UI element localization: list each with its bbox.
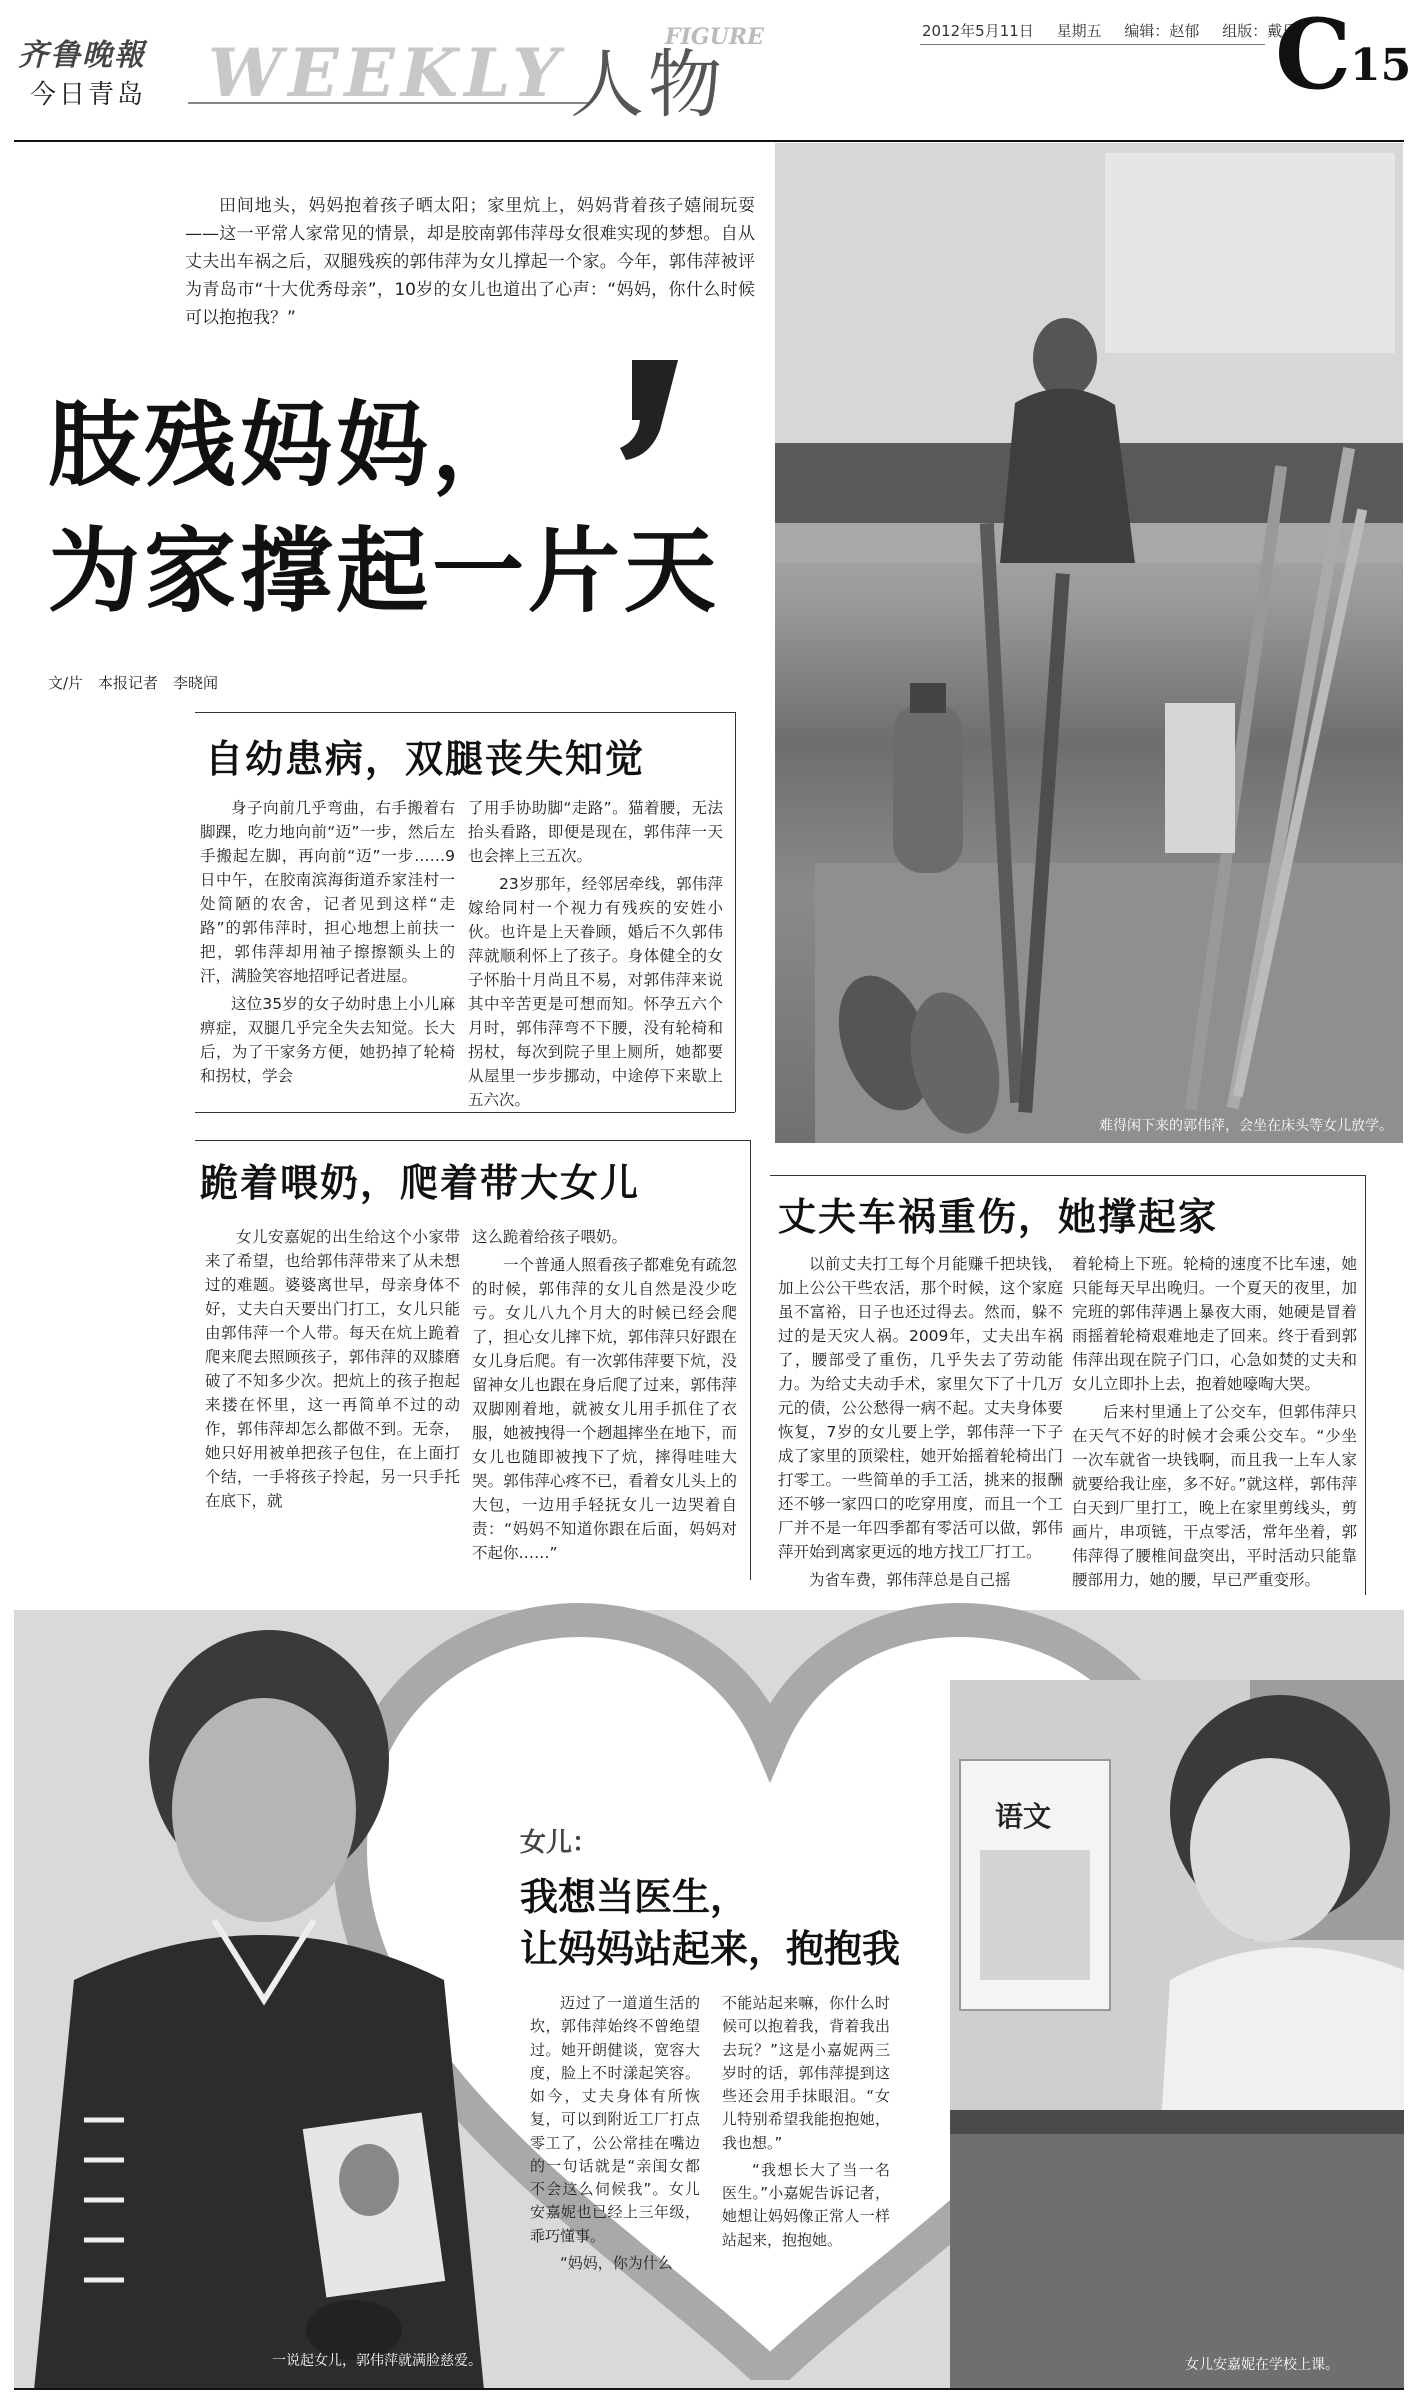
edition-name: 今日青岛	[30, 80, 147, 110]
issue-weekday: 星期五	[1056, 22, 1102, 40]
section2-col2	[472, 1225, 737, 1569]
section1-col1	[200, 796, 455, 1092]
paragraph: 了用手协助脚“走路”。猫着腰，无法抬头看路，即便是现在，郭伟萍一天也会摔上三五次。	[468, 799, 723, 866]
paragraph: 23岁那年，经邻居牵线，郭伟萍嫁给同村一个视力有残疾的安姓小伙。也许是上天眷顾，婚后不久郭伟萍就顺利怀上了孩子。身体健全的女子怀胎十月尚且不易，对郭伟萍来说其中辛苦更是可想而知。怀孕五六个月时，郭伟萍弯不下腰，没有轮椅和拐杖，每次到院子里上厕所，她都要从屋里一步步挪动，中途停下来歇上五六次。	[468, 875, 723, 1110]
mother-holding-photo	[14, 1560, 524, 2390]
paragraph: 这么跪着给孩子喂奶。	[472, 1228, 628, 1246]
issue-editor: 编辑：赵郁	[1124, 22, 1200, 40]
section4-title2: 让妈妈站起来，抱抱我	[520, 1927, 901, 1971]
lead-text: 田间地头，妈妈抱着孩子晒太阳；家里炕上，妈妈背着孩子嬉闹玩耍——这一平常人家常见的情景，却是胶南郭伟萍母女很难实现的梦想。自从丈夫出车祸之后，双腿残疾的郭伟萍为女儿撑起一个家。今年，郭伟萍被评为青岛市“十大优秀母亲”，10岁的女儿也道出了心声：“妈妈，你什么时候可以抱抱我？”	[185, 196, 755, 329]
section1-rule-top	[195, 712, 735, 713]
section1-heading: 自幼患病，双腿丧失知觉	[205, 737, 646, 781]
section-en-label: FIGURE	[665, 24, 764, 50]
section2-rule-right	[750, 1140, 751, 1580]
paragraph: 后来村里通上了公交车，但郭伟萍只在天气不好的时候才会乘公交车。“少坐一次车就省一块钱啊，而且我一上车人家就要给我让座，多不好。”就这样，郭伟萍白天到厂里打工，晚上在家里剪线头，剪画片，串项链，干点零活，常年坐着，郭伟萍得了腰椎间盘突出，平时活动只能靠腰部用力，她的腰，早已严重变形。	[1072, 1403, 1357, 1590]
header-rule	[920, 44, 1265, 45]
section4-kicker: 女儿：	[520, 1828, 599, 1858]
section2-col1	[205, 1225, 460, 1517]
section4-col1	[530, 1992, 700, 2279]
daughter-illustration	[950, 1680, 1404, 2390]
headline-line2: 为家撑起一片天	[48, 518, 721, 625]
section3-rule-top	[770, 1175, 1365, 1176]
paragraph: 一个普通人照看孩子都难免有疏忽的时候，郭伟萍的女儿自然是没少吃亏。女儿八九个月大的时候已经会爬了，担心女儿摔下炕，郭伟萍只好跟在女儿身后爬。有一次郭伟萍要下炕，没留神女儿也跟在身后爬了过来，郭伟萍双脚刚着地，就被女儿用手抓住了衣服，她被拽得一个趔趄摔坐在地下，而女儿也随即被拽下了炕，摔得哇哇大哭。郭伟萍心疼不已，看着女儿头上的大包，一边用手轻抚女儿一边哭着自责：“妈妈不知道你跟在后面，妈妈对不起你……”	[472, 1256, 737, 1563]
section3-col1	[778, 1252, 1063, 1596]
paragraph: 以前丈夫打工每个月能赚千把块钱，加上公公干些农活，那个时候，这个家庭虽不富裕，日子也还过得去。然而，躲不过的是天灾人祸。2009年，丈夫出车祸了，腰部受了重伤，几乎失去了劳动能力。为给丈夫动手术，家里欠下了十几万元的债，公公愁得一病不起。丈夫身体要恢复，7岁的女儿要上学，郭伟萍一下子成了家里的顶梁柱，她开始摇着轮椅出门打零工。一些简单的手工活，挑来的报酬还不够一家四口的吃穿用度，而且一个工厂并不是一年四季都有零活可以做，郭伟萍开始到离家更远的地方找工厂打工。	[778, 1255, 1063, 1562]
textbook-title: 语文	[995, 1800, 1052, 1833]
top-photo-caption: 难得闲下来的郭伟萍，会坐在床头等女儿放学。	[1099, 1118, 1393, 1134]
lead-paragraph	[185, 192, 755, 336]
paper-logo: 齐鲁晚報	[18, 38, 146, 73]
paragraph: 不能站起来嘛，你什么时候可以抱着我，背着我出去玩？”这是小嘉妮两三岁时的话，郭伟萍提到这些还会用手抹眼泪。“女儿特别希望我能抱抱她，我也想。”	[722, 1994, 890, 2152]
headline-line1: 肢残妈妈，	[48, 392, 529, 499]
section1-rule-right	[735, 712, 736, 1112]
page-frame-top	[14, 140, 1404, 142]
section3-rule-right	[1365, 1175, 1366, 1595]
section1-col2	[468, 796, 723, 1116]
mother-photo-caption: 一说起女儿，郭伟萍就满脸慈爱。	[272, 2353, 482, 2369]
section-title: 人物	[570, 42, 726, 128]
issue-designer: 组版：戴乐	[1222, 22, 1298, 40]
section3-col2	[1072, 1252, 1357, 1596]
paragraph: 这位35岁的女子幼时患上小儿麻痹症，双腿几乎完全失去知觉。长大后，为了干家务方便，她扔掉了轮椅和拐杖，学会	[200, 995, 455, 1086]
page-number: 15	[1350, 40, 1412, 91]
mother-sitting-photo	[775, 143, 1403, 1143]
paragraph: “我想长大了当一名医生。”小嘉妮告诉记者，她想让妈妈像正常人一样站起来，抱抱她。	[722, 2160, 890, 2249]
paragraph: “妈妈，你为什么	[560, 2253, 673, 2272]
page-letter: C	[1275, 0, 1352, 111]
paragraph: 女儿安嘉妮的出生给这个小家带来了希望，也给郭伟萍带来了从未想过的难题。婆婆离世早，母亲身体不好，丈夫白天要出门打工，女儿只能由郭伟萍一个人带。每天在炕上跪着爬来爬去照顾孩子，郭伟萍的双膝磨破了不知多少次。把炕上的孩子抱起来搂在怀里，这一再简单不过的动作，郭伟萍却怎么都做不到。无奈，她只好用被单把孩子包住，在上面打个结，一手将孩子拎起，另一只手托在底下，就	[205, 1228, 460, 1511]
daughter-photo-caption: 女儿安嘉妮在学校上课。	[1185, 2357, 1339, 2373]
paragraph: 迈过了一道道生活的坎，郭伟萍始终不曾绝望过。她开朗健谈，宽容大度，脸上不时漾起笑容。如今，丈夫身体有所恢复，可以到附近工厂打点零工了，公公常挂在嘴边的一句话就是“亲闺女都不会这么伺候我”。女儿安嘉妮也已经上三年级，乖巧懂事。	[530, 1994, 700, 2245]
section4-col2	[722, 1992, 890, 2256]
section2-rule-top	[195, 1140, 750, 1141]
page-frame-bottom	[14, 2388, 1404, 2390]
issue-info	[922, 20, 1297, 41]
weekly-label: WEEKLY	[208, 34, 566, 112]
headline-quote-mark	[620, 360, 678, 460]
section3-heading: 丈夫车祸重伤，她撑起家	[778, 1195, 1219, 1239]
paragraph: 身子向前几乎弯曲，右手搬着右脚踝，吃力地向前“迈”一步，然后左手搬起左脚，再向前“迈”一步……9日中午，在胶南滨海街道乔家洼村一处简陋的农舍，记者见到这样“走路”的郭伟萍时，担心地想上前扶一把，郭伟萍却用袖子擦擦额头上的汗，满脸笑容地招呼记者进屋。	[200, 799, 455, 986]
issue-date: 2012年5月11日	[922, 22, 1034, 40]
photo-illustration	[775, 143, 1403, 1143]
mother-illustration	[14, 1560, 524, 2390]
section2-heading: 跪着喂奶，爬着带大女儿	[200, 1161, 641, 1205]
daughter-photo	[950, 1680, 1404, 2390]
paragraph: 为省车费，郭伟萍总是自己摇	[809, 1571, 1011, 1590]
paragraph: 着轮椅上下班。轮椅的速度不比车速，她只能每天早出晚归。一个夏天的夜里，加完班的郭伟萍遇上暴夜大雨，她硬是冒着雨摇着轮椅艰难地走了回来。终于看到郭伟萍出现在院子门口，心急如焚的丈夫和女儿立即扑上去，抱着她嚎啕大哭。	[1072, 1255, 1357, 1394]
section4-title1: 我想当医生，	[520, 1875, 749, 1919]
byline: 文/片 本报记者 李晓闻	[48, 674, 219, 692]
